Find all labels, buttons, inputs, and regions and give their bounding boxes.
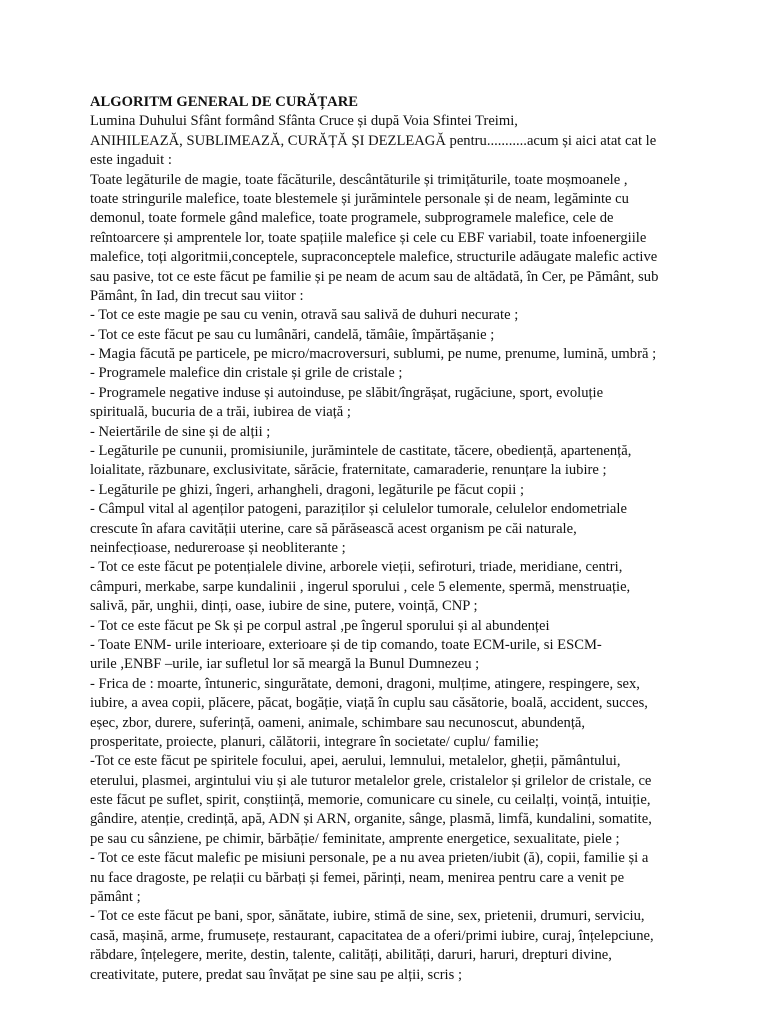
text-line: toate stringurile malefice, toate blestemele și jurămintele personale și de neam, legăminte cu — [90, 190, 629, 207]
text-line: spirituală, bucuria de a trăi, iubirea de viață ; — [90, 404, 351, 421]
text-line: ANIHILEAZĂ, SUBLIMEAZĂ, CURĂȚĂ ȘI DEZLEAGĂ pentru...........acum și aici atat cat le — [90, 132, 657, 149]
text-line: - Tot ce este făcut pe potențialele divine, arborele vieții, sefiroturi, triade, meridiane, centri, — [90, 559, 623, 576]
text-line: - Frica de : moarte, întuneric, singurătate, demoni, dragoni, mulțime, atingere, respingere, sex, — [90, 675, 640, 692]
text-line: pe sau cu sânziene, pe chimir, bărbăție/ feminitate, amprente energetice, sexualitate, piele ; — [90, 830, 620, 847]
text-line: loialitate, răzbunare, exclusivitate, sărăcie, fraternitate, camaraderie, renunțare la iubire ; — [90, 462, 607, 479]
text-line: - Tot ce este făcut pe Sk și pe corpul astral ,pe îngerul sporului și al abundenței — [90, 617, 550, 634]
text-line: creativitate, putere, predat sau învățat pe sine sau pe alții, scris ; — [90, 966, 462, 983]
text-line: reîntoarcere și amprentele lor, toate spațiile malefice și cele cu EBF variabil, toate infoenergiile — [90, 229, 647, 246]
text-line: - Tot ce este făcut pe sau cu lumânări, candelă, tămâie, împărtășanie ; — [90, 326, 495, 343]
text-line: este ingaduit : — [90, 152, 172, 169]
text-line: - Toate ENM- urile interioare, exterioare și de tip comando, toate ECM-urile, si ESCM- — [90, 636, 602, 653]
text-line: salivă, păr, unghii, dinți, oase, iubire de sine, putere, voință, CNP ; — [90, 598, 478, 615]
text-line: - Legăturile pe ghizi, îngeri, arhangheli, dragoni, legăturile pe făcut copii ; — [90, 481, 524, 498]
document-title: ALGORITM GENERAL DE CURĂȚARE — [90, 94, 358, 110]
text-line: eșec, zbor, durere, suferință, oameni, animale, schimbare sau necunoscut, abundență, — [90, 714, 585, 731]
text-line: - Magia făcută pe particele, pe micro/macroversuri, sublumi, pe nume, prenume, lumină, umbră ; — [90, 346, 657, 363]
text-line: nu face dragoste, pe relații cu bărbați și femei, părinți, neam, menirea pentru care a venit pe — [90, 869, 625, 886]
text-line: - Tot ce este făcut pe bani, spor, sănătate, iubire, stimă de sine, sex, prietenii, drumuri, serviciu, — [90, 908, 645, 925]
text-line: crescute în afara cavității uterine, care să părăsească acest organism pe căi naturale, — [90, 520, 577, 537]
text-line: Pământ, în Iad, din trecut sau viitor : — [90, 287, 304, 304]
text-line: demonul, toate formele gând malefice, toate programele, subprogramele malefice, cele de — [90, 210, 614, 227]
text-line: - Programele malefice din cristale și grile de cristale ; — [90, 365, 403, 382]
text-line: - Tot ce este magie pe sau cu venin, otravă sau salivă de duhuri necurate ; — [90, 307, 519, 324]
text-line: casă, mașină, arme, frumusețe, restaurant, capacitatea de a oferi/primi iubire, curaj, înțelepciune, — [90, 927, 654, 944]
text-line: câmpuri, merkabe, sarpe kundalinii , ingerul sporului , cele 5 elemente, spermă, menstruație, — [90, 578, 631, 595]
text-line: -Tot ce este făcut pe spiritele focului, apei, aerului, lemnului, metalelor, gheții, pământului, — [90, 753, 621, 770]
text-line: - Programele negative induse și autoinduse, pe slăbit/îngrășat, rugăciune, sport, evoluție — [90, 384, 604, 401]
text-line: gândire, atenție, credință, apă, ADN și ARN, organite, sânge, plasmă, limfă, kundalini, somatite, — [90, 811, 652, 828]
text-line: - Câmpul vital al agenților patogeni, paraziților și celulelor tumorale, celulelor endometriale — [90, 501, 627, 518]
text-line: Lumina Duhului Sfânt formând Sfânta Cruce și după Voia Sfintei Treimi, — [90, 113, 518, 130]
text-line: Toate legăturile de magie, toate făcăturile, descântăturile și trimițăturile, toate moșmoanele , — [90, 171, 628, 188]
text-line: malefice, toți algoritmii,conceptele, supraconceptele malefice, structurile adăugate malefic active — [90, 249, 658, 266]
text-line: răbdare, înțelegere, merite, destin, talente, calități, abilități, daruri, haruri, drepturi divine, — [90, 947, 612, 964]
text-line: prosperitate, proiecte, planuri, călătorii, integrare în societate/ cuplu/ familie; — [90, 733, 539, 750]
text-line: - Neiertările de sine și de alții ; — [90, 423, 271, 440]
text-line: pământ ; — [90, 889, 141, 906]
text-line: este făcut pe suflet, spirit, conștiință, memorie, comunicare cu sinele, cu ceilalți, voință, intuiție, — [90, 792, 651, 809]
text-line: - Tot ce este făcut malefic pe misiuni personale, pe a nu avea prieten/iubit (ă), copii, familie și a — [90, 850, 649, 867]
text-line: iubire, a avea copii, plăcere, păcat, bogăție, viață în cuplu sau căsătorie, boală, accident, succes, — [90, 695, 648, 712]
text-line: neinfecțioase, nedureroase și neobliterante ; — [90, 539, 346, 556]
text-line: - Legăturile pe cununii, promisiunile, jurămintele de castitate, tăcere, obediență, apartenență, — [90, 443, 632, 460]
text-line: sau pasive, tot ce este făcut pe familie și pe neam de acum sau de altădată, în Cer, pe Pământ, sub — [90, 268, 659, 285]
text-line: eterului, plasmei, argintului viu și ale tuturor metalelor grele, cristalelor și grilelor de cristale, ce — [90, 772, 652, 789]
document-page — [90, 93, 690, 985]
text-line: urile ,ENBF –urile, iar sufletul lor să meargă la Bunul Dumnezeu ; — [90, 656, 480, 673]
